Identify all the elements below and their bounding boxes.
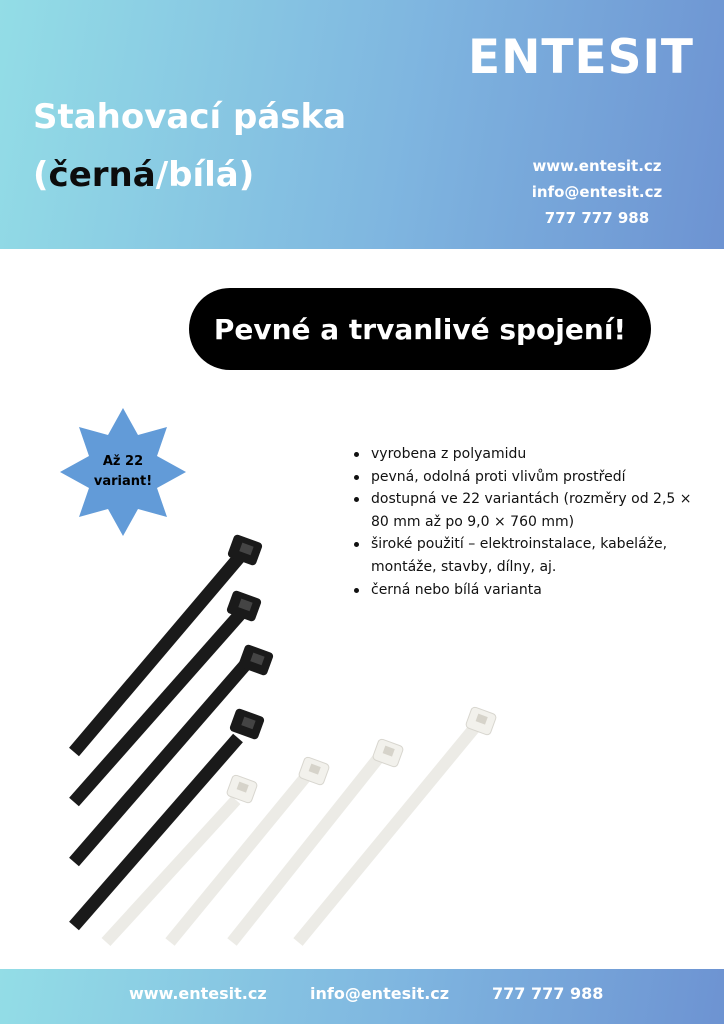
badge-text bbox=[83, 452, 163, 492]
feature-item: široké použití – elektroinstalace, kabeláže, montáže, stavby, dílny, aj. bbox=[351, 533, 696, 578]
feature-item: pevná, odolná proti vlivům prostředí bbox=[351, 466, 696, 489]
black-cable-tie bbox=[74, 590, 262, 802]
footer-banner bbox=[0, 969, 724, 1024]
header-email-link[interactable]: info@entesit.cz bbox=[531, 183, 663, 201]
subtitle-rest: /bílá) bbox=[155, 155, 255, 195]
brand-logo: ENTESIT bbox=[467, 30, 694, 85]
product-subtitle bbox=[33, 155, 254, 195]
product-title: Stahovací páska bbox=[33, 97, 347, 137]
badge-line1: Až 22 bbox=[102, 454, 144, 469]
feature-item: vyrobena z polyamidu bbox=[351, 443, 696, 466]
black-cable-tie bbox=[74, 644, 274, 862]
subtitle-open-paren: ( bbox=[33, 155, 49, 195]
black-cable-tie bbox=[74, 708, 265, 926]
cable-ties-image bbox=[60, 530, 510, 950]
header-phone: 777 777 988 bbox=[544, 209, 650, 227]
slogan-pill: Pevné a trvanlivé spojení! bbox=[189, 288, 651, 370]
variants-badge bbox=[60, 408, 186, 536]
feature-item: dostupná ve 22 variantách (rozměry od 2,5 × 80 mm až po 9,0 × 760 mm) bbox=[351, 488, 696, 533]
header-contacts bbox=[512, 153, 682, 231]
badge-line2: variant! bbox=[93, 474, 153, 489]
header-banner bbox=[0, 0, 724, 249]
footer-email-link[interactable]: info@entesit.cz bbox=[310, 984, 450, 1003]
subtitle-black-word: černá bbox=[48, 155, 156, 195]
header-website-link[interactable]: www.entesit.cz bbox=[532, 157, 662, 175]
footer-website-link[interactable]: www.entesit.cz bbox=[129, 984, 267, 1003]
feature-item: černá nebo bílá varianta bbox=[351, 579, 696, 602]
footer-phone: 777 777 988 bbox=[492, 984, 604, 1003]
